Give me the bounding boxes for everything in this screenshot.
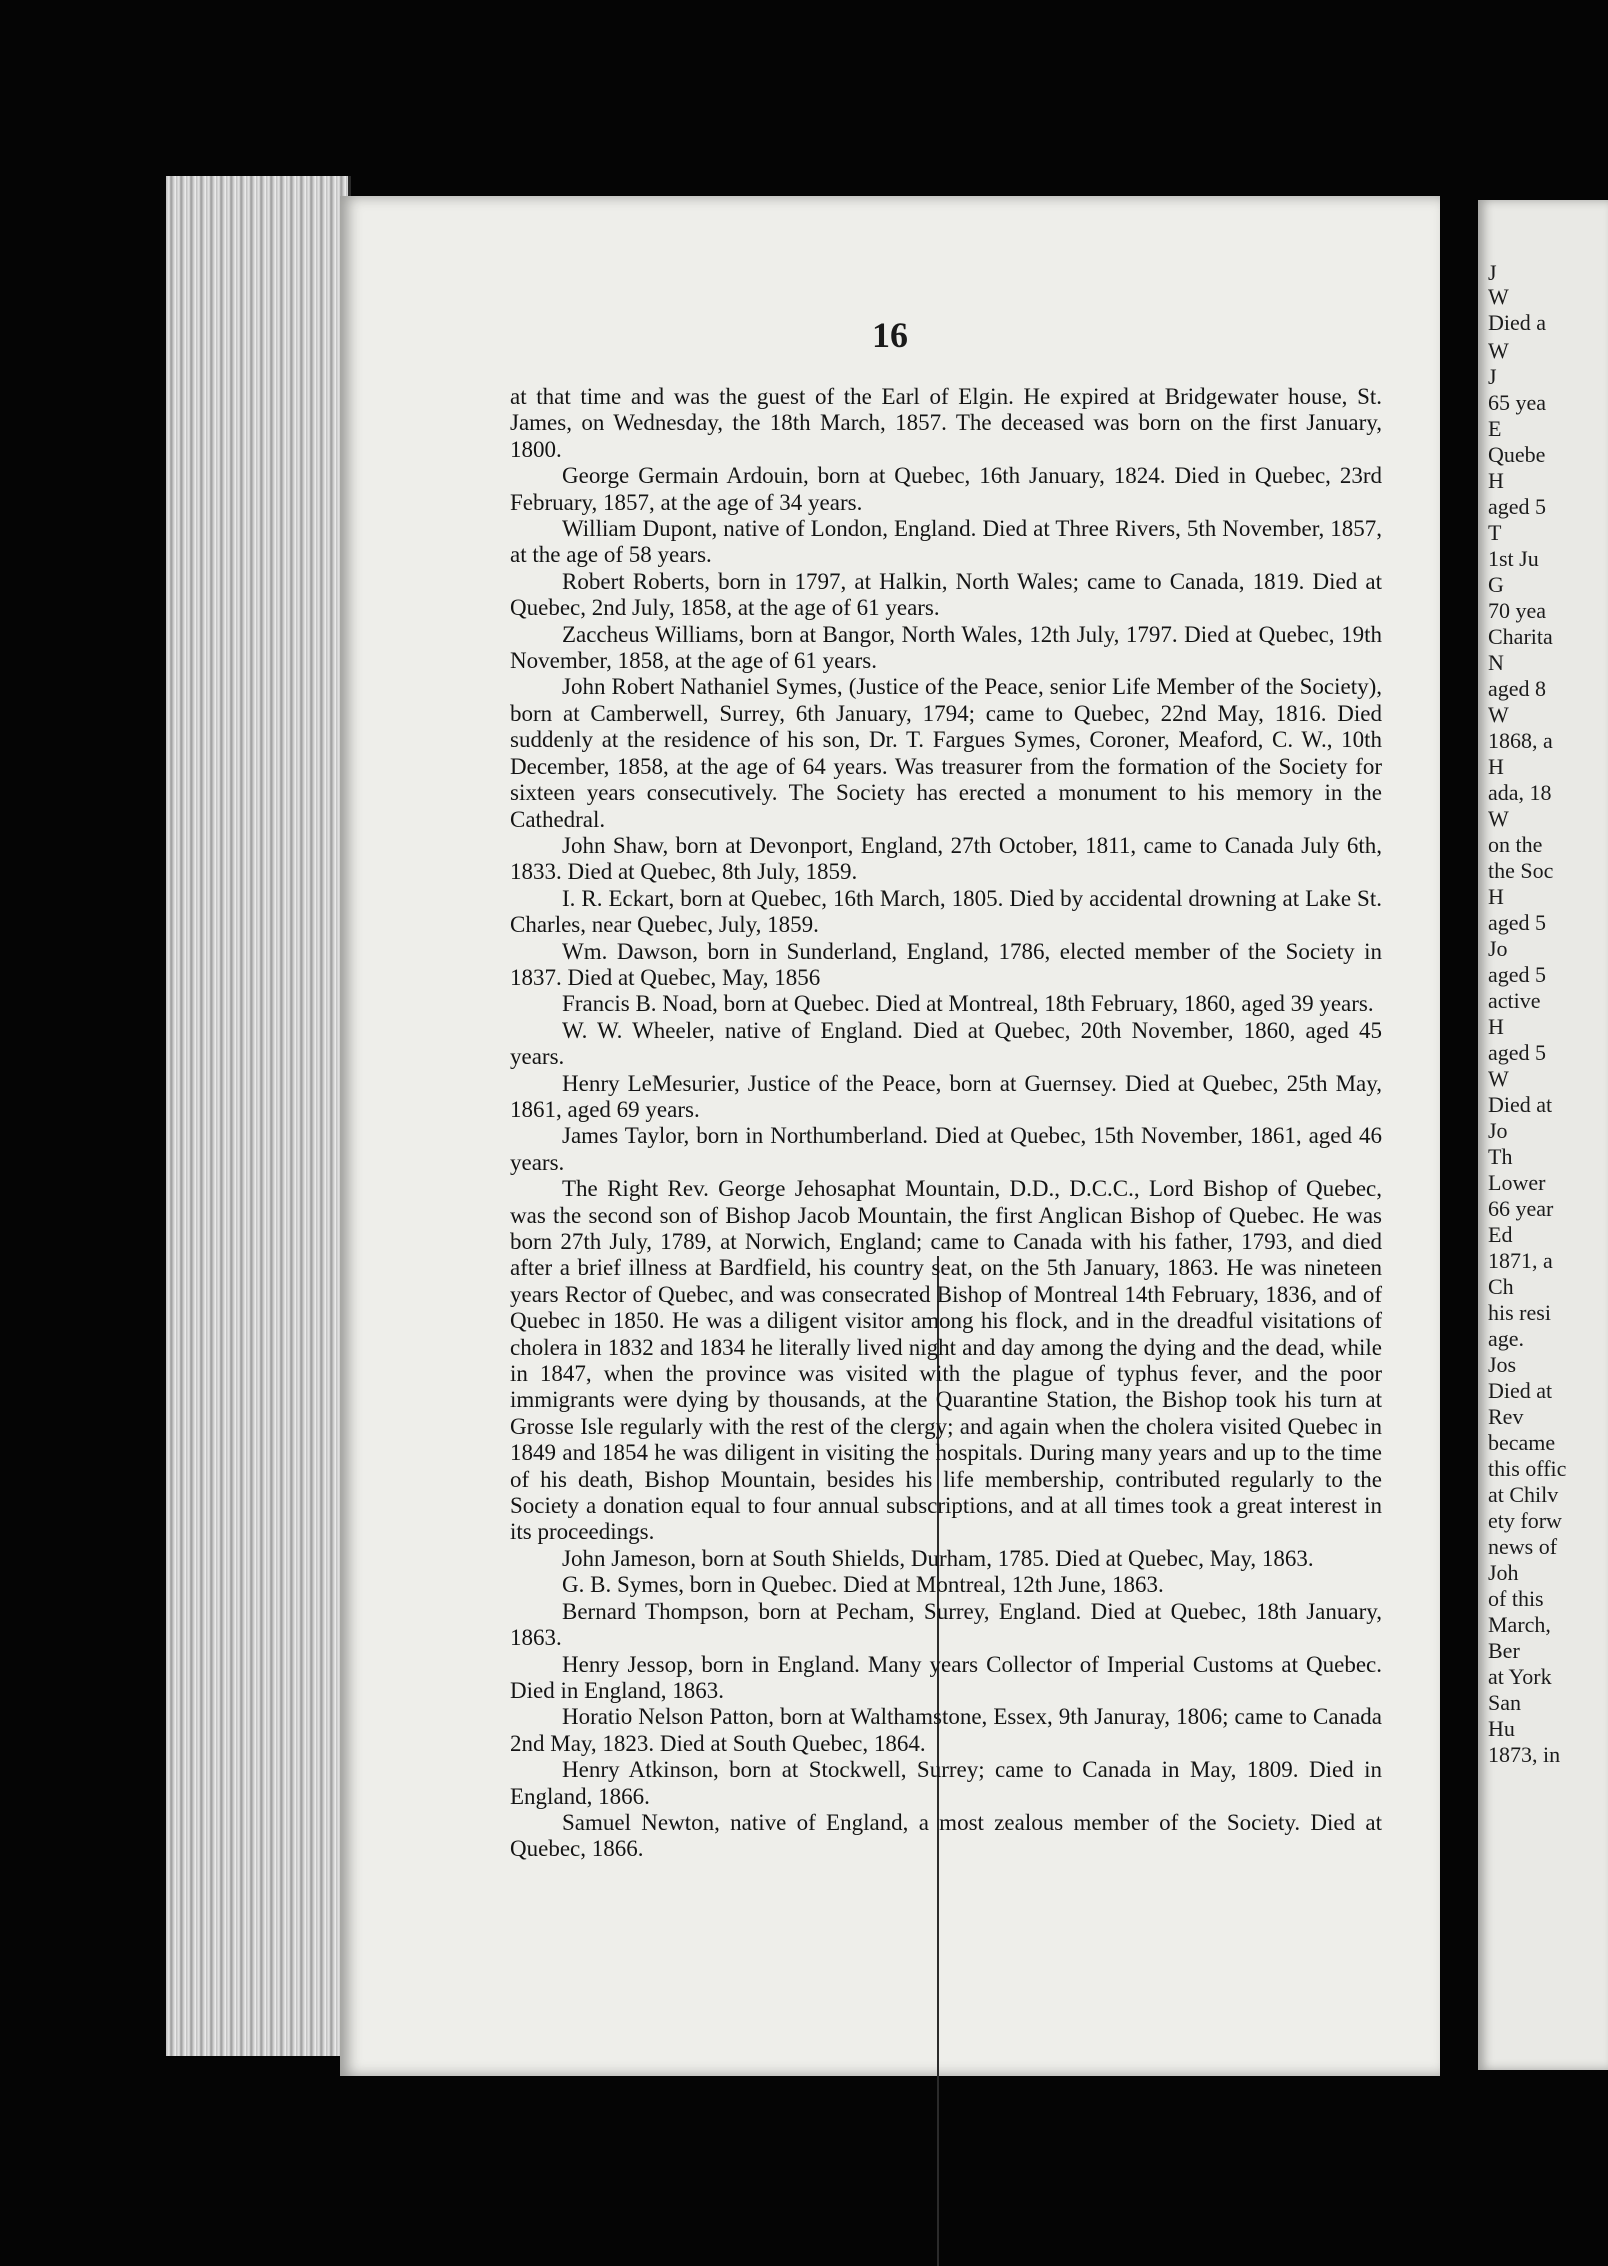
next-page-line-fragment: Jo xyxy=(1488,936,1508,961)
obituary-entry: Francis B. Noad, born at Quebec. Died at Montreal, 18th February, 1860, aged 39 years. xyxy=(562,991,1374,1017)
obituary-entry: Henry LeMesurier, Justice of the Peace, born at Guernsey. Died at Quebec, 25th May, 1861, aged 69 years. xyxy=(510,1070,1382,1122)
obituary-entry: I. R. Eckart, born at Quebec, 16th March, 1805. Died by accidental drowning at Lake St. Charles, near Quebec, July, 1859. xyxy=(510,885,1382,938)
next-page-line-fragment: 1871, a xyxy=(1488,1248,1553,1273)
next-page-line-fragment: 70 yea xyxy=(1488,598,1547,623)
obituary-entry: John Jameson, born at South Shields, Durham, 1785. Died at Quebec, May, 1863. xyxy=(562,1545,1314,1571)
next-page-line-fragment: aged 5 xyxy=(1488,962,1547,987)
obituary-entry: John Shaw, born at Devonport, England, 27th October, 1811, came to Canada July 6th, 1833. Died at Quebec, 8th July, 1859. xyxy=(510,832,1382,885)
next-page-line-fragment: H xyxy=(1488,1014,1504,1039)
next-page-line-fragment: at York xyxy=(1488,1664,1552,1689)
obituary-text-block xyxy=(510,384,1382,1863)
next-page-line-fragment: Died at xyxy=(1488,1378,1553,1403)
next-page-line-fragment: J xyxy=(1488,260,1497,285)
next-page-line-fragment: active xyxy=(1488,988,1541,1013)
next-page-line-fragment: Lower xyxy=(1488,1170,1546,1195)
next-page-line-fragment: W xyxy=(1488,284,1509,309)
obituary-entry: Samuel Newton, native of England, a most zealous member of the Society. Died at Quebec, 1866. xyxy=(510,1809,1382,1862)
obituary-entry: Zaccheus Williams, born at Bangor, North Wales, 12th July, 1797. Died at Quebec, 19th November, 1858, at the age of 61 years. xyxy=(510,621,1382,674)
next-page-line-fragment: Ber xyxy=(1488,1638,1520,1663)
next-page-line-fragment: Rev xyxy=(1488,1404,1524,1429)
book-page xyxy=(340,196,1440,2076)
obituary-entry: W. W. Wheeler, native of England. Died at Quebec, 20th November, 1860, aged 45 years. xyxy=(510,1017,1382,1070)
next-page-line-fragment: E xyxy=(1488,416,1502,441)
next-page-line-fragment: W xyxy=(1488,338,1509,363)
next-page-line-fragment: news of xyxy=(1488,1534,1558,1559)
next-page-line-fragment: Died a xyxy=(1488,310,1547,335)
next-page-line-fragment: on the xyxy=(1488,832,1543,857)
next-page-line-fragment: the Soc xyxy=(1488,858,1554,883)
next-page-line-fragment: San xyxy=(1488,1690,1521,1715)
next-page-line-fragment: Jo xyxy=(1488,1118,1508,1143)
next-page-line-fragment: aged 5 xyxy=(1488,494,1547,519)
obituary-entry: Wm. Dawson, born in Sunderland, England, 1786, elected member of the Society in 1837. Died at Quebec, May, 1856 xyxy=(510,938,1382,990)
next-page-line-fragment: Jos xyxy=(1488,1352,1517,1377)
next-page-line-fragment: Ed xyxy=(1488,1222,1513,1247)
next-page-line-fragment: W xyxy=(1488,806,1509,831)
next-page-line-fragment: 65 yea xyxy=(1488,390,1547,415)
obituary-entry: George Germain Ardouin, born at Quebec, 16th January, 1824. Died in Quebec, 23rd February, 1857, at the age of 34 years. xyxy=(510,463,1382,515)
next-page-line-fragment: at Chilv xyxy=(1488,1482,1559,1507)
next-page-line-fragment: aged 5 xyxy=(1488,1040,1547,1065)
next-page-line-fragment: W xyxy=(1488,1066,1509,1091)
next-page-line-fragment: Joh xyxy=(1488,1560,1519,1585)
obituary-entry: Henry Atkinson, born at Stockwell, Surrey; came to Canada in May, 1809. Died in England, 1866. xyxy=(510,1757,1382,1809)
next-page-line-fragment: Died at xyxy=(1488,1092,1553,1117)
obituary-entry: John Robert Nathaniel Symes, (Justice of the Peace, senior Life Member of the Society), born at Camberwell, Surrey, 6th January, 1794; came to Quebec, 22nd May, 1816. Died suddenly at the residence of his son, Dr. T. Fargues Symes, Coroner, Meaford, C. W., 10th December, 1858, at the age of 64 years. Was treasurer from the formation of the Society for sixteen years consecutively. The Society has erected a monument to his memory in the Cathedral. xyxy=(510,674,1382,832)
next-page-line-fragment: 1st Ju xyxy=(1488,546,1539,571)
next-page-line-fragment: ada, 18 xyxy=(1488,780,1552,805)
next-page-line-fragment: H xyxy=(1488,468,1504,493)
next-page-line-fragment: 1868, a xyxy=(1488,728,1553,753)
next-page-line-fragment: of this xyxy=(1488,1586,1544,1611)
obituary-entry: Bernard Thompson, born at Pecham, Surrey, England. Died at Quebec, 18th January, 1863. xyxy=(510,1598,1382,1651)
next-page-line-fragment: G xyxy=(1488,572,1504,597)
obituary-entry: The Right Rev. George Jehosaphat Mountain, D.D., D.C.C., Lord Bishop of Quebec, was the second son of Bishop Jacob Mountain, the first Anglican Bishop of Quebec. He was born 27th July, 1789, at Norwich, England; came to Canada with his father, 1793, and died after a brief illness at Bardfield, his country seat, on the 5th January, 1863. He was nineteen years Rector of Quebec, and was consecrated Bishop of Montreal 14th February, 1836, and of Quebec in 1850. He was a diligent visitor among his flock, and in the dreadful visitations of cholera in 1832 and 1834 he literally lived night and day among the dying and the dead, while in 1847, when the province was visited with the plague of typhus fever, and the poor immigrants were dying by thousands, at the Quarantine Station, the Bishop took his turn at Grosse Isle regularly with the rest of the clergy; and again when the cholera visited Quebec in 1849 and 1854 he was diligent in visiting the hospitals. During many years and up to the time of his death, Bishop Mountain, besides his life membership, contributed regularly to the Society a donation equal to four annual subscriptions, and at all times took a great interest in its proceedings. xyxy=(510,1176,1382,1545)
obituary-entry: James Taylor, born in Northumberland. Died at Quebec, 15th November, 1861, aged 46 years. xyxy=(510,1123,1382,1175)
next-page-fragment xyxy=(1478,200,1608,2070)
next-page-line-fragment: aged 5 xyxy=(1488,910,1547,935)
obituary-entry: Horatio Nelson Patton, born at Walthamstone, Essex, 9th Januray, 1806; came to Canada 2nd May, 1823. Died at South Quebec, 1864. xyxy=(510,1704,1382,1756)
obituary-entry: William Dupont, native of London, England. Died at Three Rivers, 5th November, 1857, at the age of 58 years. xyxy=(510,516,1382,568)
next-page-line-fragment: J xyxy=(1488,364,1497,389)
next-page-line-fragment: 66 year xyxy=(1488,1196,1554,1221)
obituary-entry: Henry Jessop, born in England. Many years Collector of Imperial Customs at Quebec. Died in England, 1863. xyxy=(510,1651,1382,1703)
next-page-line-fragment: Ch xyxy=(1488,1274,1514,1299)
page-number: 16 xyxy=(872,315,908,355)
next-page-line-fragment: became xyxy=(1488,1430,1556,1455)
next-page-line-fragment: H xyxy=(1488,754,1504,779)
next-page-line-fragment: his resi xyxy=(1488,1300,1551,1325)
next-page-line-fragment: March, xyxy=(1488,1612,1551,1637)
next-page-line-fragment: H xyxy=(1488,884,1504,909)
next-page-line-fragment: aged 8 xyxy=(1488,676,1547,701)
obituary-entry: Robert Roberts, born in 1797, at Halkin, North Wales; came to Canada, 1819. Died at Quebec, 2nd July, 1858, at the age of 61 years. xyxy=(510,568,1382,621)
next-page-line-fragment: age. xyxy=(1488,1326,1525,1351)
next-page-line-fragment: Quebe xyxy=(1488,442,1546,467)
next-page-line-fragment: Charita xyxy=(1488,624,1553,649)
next-page-line-fragment: W xyxy=(1488,702,1509,727)
next-page-line-fragment: ety forw xyxy=(1488,1508,1562,1533)
next-page-line-fragment: this offic xyxy=(1488,1456,1567,1481)
next-page-line-fragment: 1873, in xyxy=(1488,1742,1561,1767)
next-page-line-fragment: N xyxy=(1488,650,1504,675)
book-page-edges xyxy=(166,176,351,2056)
next-page-line-fragment: Hu xyxy=(1488,1716,1515,1741)
next-page-line-fragment: Th xyxy=(1488,1144,1513,1169)
next-page-line-fragment: T xyxy=(1488,520,1502,545)
obituary-entry: at that time and was the guest of the Earl of Elgin. He expired at Bridgewater house, St. James, on Wednesday, the 18th March, 1857. The deceased was born on the first January, 1800. xyxy=(510,384,1382,462)
obituary-entry: G. B. Symes, born in Quebec. Died at Montreal, 12th June, 1863. xyxy=(562,1572,1164,1598)
